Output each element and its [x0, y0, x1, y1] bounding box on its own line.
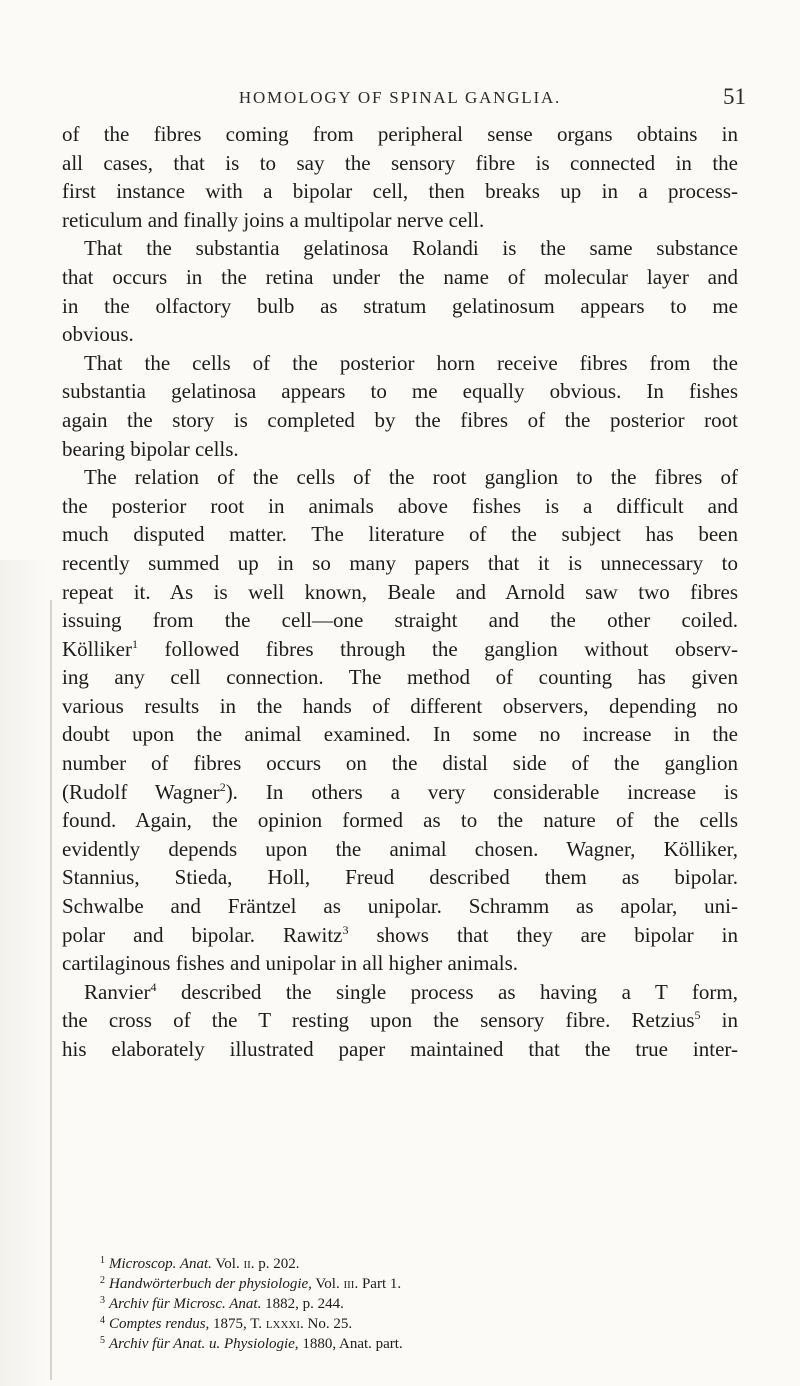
footnote-text: 1882, p. 244. [261, 1296, 344, 1312]
text-segment: Kölliker [62, 636, 132, 661]
footnote [100, 1254, 700, 1274]
footnote [100, 1314, 700, 1334]
footnote-volume: iii. [343, 1276, 359, 1292]
text-line: That the substantia gelatinosa Rolandi is the same substance [84, 236, 738, 261]
text-line: his elaborately illustrated paper maintained that the true inter- [62, 1037, 738, 1061]
text-line: repeat it. As is well known, Beale and Arnold saw two fibres [62, 579, 738, 604]
text-line: cartilaginous fishes and unipolar in all higher animals. [62, 951, 519, 976]
text-line: That the cells of the posterior horn receive fibres from the [84, 350, 738, 375]
text-line: ing any cell connection. The method of counting has given [62, 665, 738, 690]
footnote [100, 1294, 700, 1314]
text-line [62, 635, 738, 664]
text-line: obvious. [62, 322, 134, 347]
footnote [100, 1334, 700, 1354]
footnote-source: Archiv für Anat. u. Physiologie, [109, 1336, 299, 1352]
text-line: in the olfactory bulb as stratum gelatinosum appears to me [62, 293, 738, 318]
text-line [62, 978, 738, 1007]
text-line: found. Again, the opinion formed as to the nature of the cells [62, 808, 738, 833]
text-line: bearing bipolar cells. [62, 436, 239, 461]
footnote-source: Comptes rendus, [109, 1316, 210, 1332]
text-segment: the cross of the T resting upon the sensory fibre. Retzius [62, 1008, 695, 1033]
footnote [100, 1274, 700, 1294]
text-line: substantia gelatinosa appears to me equally obvious. In fishes [62, 379, 738, 404]
footnote-marker[interactable]: 1 [131, 636, 138, 651]
footnote-volume: lxxxi. [265, 1316, 304, 1332]
page-number: 51 [723, 84, 746, 109]
text-line: number of fibres occurs on the distal side of the ganglion [62, 751, 738, 776]
footnote-number: 4 [100, 1315, 105, 1326]
text-line [62, 778, 738, 807]
footnote-source: Handwörterbuch der physiologie, [109, 1276, 312, 1292]
text-segment: shows that they are bipolar in [348, 922, 738, 947]
text-line: first instance with a bipolar cell, then breaks up in a process- [62, 179, 738, 204]
text-segment: in [700, 1008, 738, 1033]
text-line: Stannius, Stieda, Holl, Freud described them as bipolar. [62, 865, 738, 890]
page-binding-shadow [0, 560, 48, 1386]
text-line: much disputed matter. The literature of the subject has been [62, 522, 738, 547]
footnote-text: 1875, T. [209, 1316, 266, 1332]
footnote-number: 2 [100, 1275, 105, 1286]
footnotes [100, 1254, 700, 1354]
footnote-marker[interactable]: 3 [342, 922, 349, 937]
page-header [60, 84, 746, 118]
text-line: all cases, that is to say the sensory fibre is connected in the [62, 150, 738, 175]
text-segment: described the single process as having a T form, [156, 979, 738, 1004]
text-segment: ). In others a very considerable increase is [225, 779, 738, 804]
footnote-text: p. 202. [254, 1256, 300, 1272]
text-line: evidently depends upon the animal chosen. Wagner, Kölliker, [62, 836, 738, 861]
footnote-text: Part 1. [358, 1276, 402, 1292]
footnote-text: Vol. [311, 1276, 344, 1292]
footnote-text: No. 25. [303, 1316, 353, 1332]
text-line: that occurs in the retina under the name of molecular layer and [62, 264, 738, 289]
text-line: doubt upon the animal examined. In some no increase in the [62, 722, 738, 747]
text-line: issuing from the cell—one straight and the other coiled. [62, 608, 738, 633]
text-line: of the fibres coming from peripheral sense organs obtains in [62, 122, 738, 146]
text-line [62, 1006, 738, 1035]
text-line: recently summed up in so many papers that it is unnecessary to [62, 550, 738, 575]
text-line: reticulum and finally joins a multipolar nerve cell. [62, 207, 485, 232]
footnote-text: Vol. [211, 1256, 244, 1272]
footnote-number: 1 [100, 1255, 105, 1266]
text-segment: polar and bipolar. Rawitz [62, 922, 343, 947]
text-line: the posterior root in animals above fishes is a difficult and [62, 493, 738, 518]
text-segment: followed fibres through the ganglion without observ- [137, 636, 738, 661]
text-segment: (Rudolf Wagner [62, 779, 220, 804]
footnote-marker[interactable]: 4 [150, 979, 157, 994]
text-segment: Ranvier [84, 979, 151, 1004]
text-line [62, 921, 738, 950]
page-binding-edge [50, 600, 52, 1380]
footnote-number: 5 [100, 1335, 105, 1346]
text-line: The relation of the cells of the root ganglion to the fibres of [84, 465, 738, 490]
text-line: various results in the hands of different observers, depending no [62, 693, 738, 718]
footnote-number: 3 [100, 1295, 105, 1306]
text-line: Schwalbe and Fräntzel as unipolar. Schramm as apolar, uni- [62, 894, 738, 919]
running-title: HOMOLOGY OF SPINAL GANGLIA. [238, 88, 562, 107]
footnote-volume: ii. [243, 1256, 255, 1272]
footnote-marker[interactable]: 5 [694, 1008, 701, 1023]
text-line: again the story is completed by the fibres of the posterior root [62, 407, 738, 432]
footnote-marker[interactable]: 2 [219, 779, 226, 794]
footnote-source: Archiv für Microsc. Anat. [109, 1296, 262, 1312]
footnote-source: Microscop. Anat. [109, 1256, 212, 1272]
footnote-text: 1880, Anat. part. [298, 1336, 403, 1352]
body-text [62, 120, 738, 1064]
